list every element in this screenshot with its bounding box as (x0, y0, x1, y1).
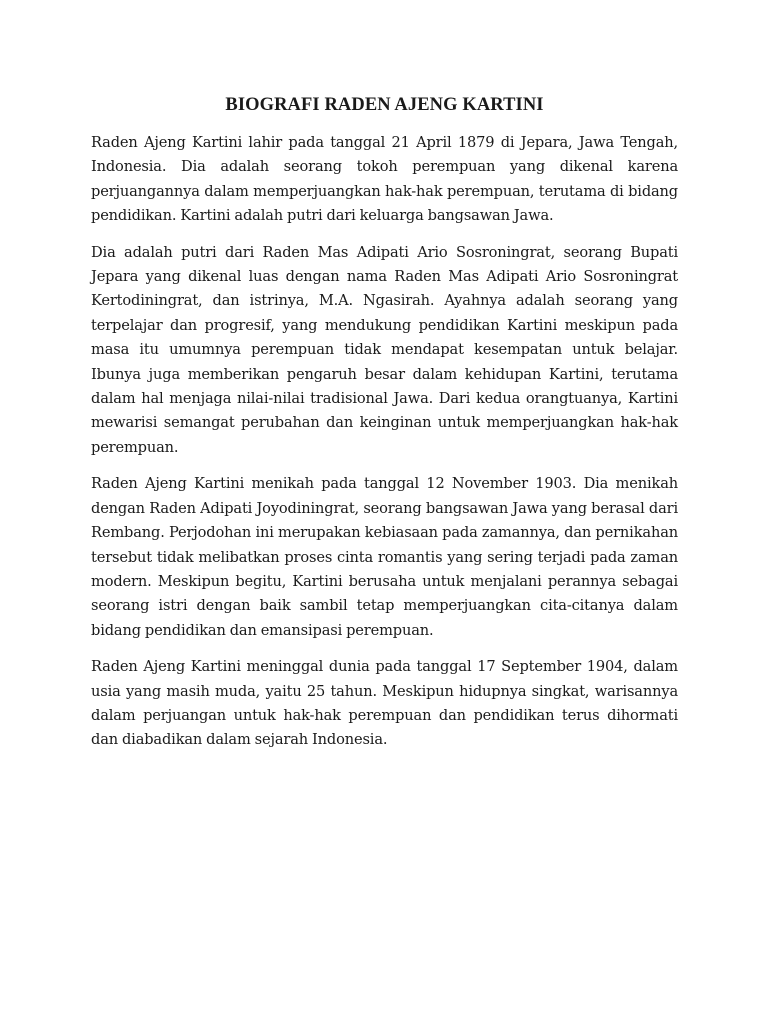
document-body (91, 131, 678, 765)
paragraph-parents: Dia adalah putri dari Raden Mas Adipati Ario Sosroningrat, seorang Bupati Jepara yang dikenal luas dengan nama Raden Mas Adipati Ario Sosroningrat Kertodiningrat, dan istrinya, M.A. Ngasirah. Ayahnya adalah seorang yang terpelajar dan progresif, yang mendukung pendidikan Kartini meskipun pada masa itu umumnya perempuan tidak mendapat kesempatan untuk belajar. Ibunya juga memberikan pengaruh besar dalam kehidupan Kartini, terutama dalam hal menjaga nilai-nilai tradisional Jawa. Dari kedua orangtuanya, Kartini mewarisi semangat perubahan dan keinginan untuk memperjuangkan hak-hak perempuan. (91, 243, 678, 456)
paragraph-marriage: Raden Ajeng Kartini menikah pada tanggal 12 November 1903. Dia menikah dengan Raden Adipati Joyodiningrat, seorang bangsawan Jawa yang berasal dari Rembang. Perjodohan ini merupakan kebiasaan pada zamannya, dan pernikahan tersebut tidak melibatkan proses cinta romantis yang sering terjadi pada zaman modern. Meskipun begitu, Kartini berusaha untuk menjalani perannya sebagai seorang istri dengan baik sambil tetap memperjuangkan cita-citanya dalam bidang pendidikan dan emansipasi perempuan. (91, 475, 678, 639)
paragraph-death: Raden Ajeng Kartini meninggal dunia pada tanggal 17 September 1904, dalam usia yang masih muda, yaitu 25 tahun. Meskipun hidupnya singkat, warisannya dalam perjuangan untuk hak-hak perempuan dan pendidikan terus dihormati dan diabadikan dalam sejarah Indonesia. (91, 658, 678, 749)
document-title: BIOGRAFI RADEN AJENG KARTINI (225, 95, 544, 115)
paragraph-birth: Raden Ajeng Kartini lahir pada tanggal 21 April 1879 di Jepara, Jawa Tengah, Indonesia. Dia adalah seorang tokoh perempuan yang dikenal karena perjuangannya dalam memperjuangkan hak-hak perempuan, terutama di bidang pendidikan. Kartini adalah putri dari keluarga bangsawan Jawa. (91, 134, 678, 225)
